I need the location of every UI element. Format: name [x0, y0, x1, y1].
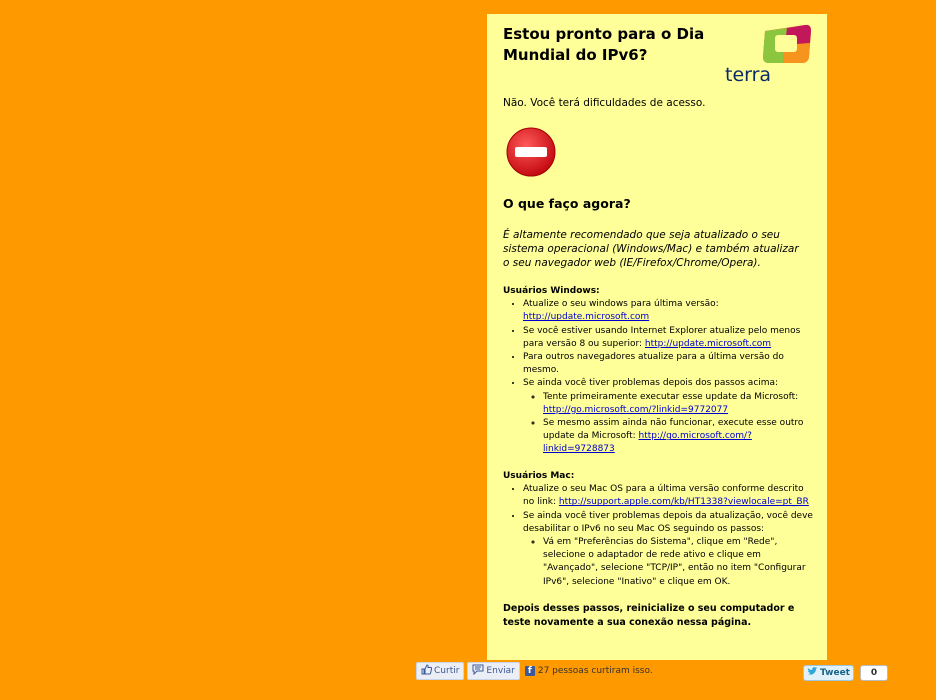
twitter-widget [803, 665, 888, 681]
list-item [523, 510, 815, 589]
item-text: Tente primeiramente executar esse update da Microsoft: [543, 391, 799, 402]
item-text: Se ainda você tiver problemas depois dos passos acima: [523, 378, 779, 389]
what-to-do-heading: O que faço agora? [503, 196, 631, 211]
list-item [543, 391, 815, 417]
list-item [523, 377, 815, 456]
like-count [525, 666, 653, 676]
recommendation-text: É altamente recomendado que seja atualizado o seu sistema operacional (Windows/Mac) e também atualizar o seu navegador web (IE/Firefox/Chrome/Opera). [503, 229, 799, 269]
thumbs-up-icon [421, 664, 432, 678]
windows-heading: Usuários Windows: [503, 286, 600, 296]
terra-logo[interactable] [724, 23, 814, 87]
page-title: Estou pronto para o Dia Mundial do IPv6? [503, 25, 705, 64]
mac-section [503, 470, 815, 589]
tweet-label: Tweet [820, 668, 850, 678]
no-entry-icon [505, 126, 557, 178]
facebook-like-bar [416, 660, 653, 682]
item-text: Atualize o seu windows para última versão: [523, 299, 719, 310]
list-item [523, 351, 815, 377]
status-message: Não. Você terá dificuldades de acesso. [503, 97, 706, 109]
like-label: Curtir [434, 666, 460, 676]
list-item [543, 417, 815, 457]
facebook-icon: f [525, 666, 535, 676]
like-count-text: 27 pessoas curtiram isso. [537, 666, 653, 676]
windows-sublist [523, 391, 815, 457]
list-item [523, 325, 815, 351]
item-text: Se você estiver usando Internet Explorer atualize pelo menos para versão 8 ou superior: [523, 325, 801, 349]
windows-section [503, 285, 815, 457]
speech-bubble-icon [472, 664, 484, 678]
list-item [523, 298, 815, 324]
mac-heading: Usuários Mac: [503, 471, 575, 481]
twitter-bird-icon [807, 667, 818, 679]
ipv6-check-panel [487, 14, 827, 660]
ie-update-link[interactable]: http://update.microsoft.com [644, 338, 772, 349]
windows-list [503, 298, 815, 456]
final-instructions: Depois desses passos, reinicialize o seu computador e teste novamente a sua conexão nessa página. [503, 603, 795, 628]
like-button[interactable] [416, 662, 464, 680]
send-label: Enviar [486, 666, 515, 676]
mac-sublist [523, 536, 815, 589]
item-text: Se mesmo assim ainda não funcionar, execute esse outro update da Microsoft: [543, 418, 804, 442]
item-text: Se ainda você tiver problemas depois da atualização, você deve desabilitar o IPv6 no seu Mac OS seguindo os passos: [523, 510, 813, 534]
list-item [543, 536, 815, 589]
tweet-button[interactable] [803, 665, 854, 681]
logo-wordmark: terra [725, 64, 772, 86]
item-text: Atualize o seu Mac OS para a última versão conforme descrito no link: [523, 484, 804, 508]
ms-fix-link-1[interactable]: http://go.microsoft.com/?linkid=9772077 [543, 404, 729, 415]
windows-update-link[interactable]: http://update.microsoft.com [523, 312, 650, 323]
item-text: Para outros navegadores atualize para a última versão do mesmo. [523, 352, 784, 376]
list-item [523, 483, 815, 509]
item-text: Vá em "Preferências do Sistema", clique em "Rede", selecione o adaptador de rede ativo e clique em "Avançado", selecione "TCP/IP", então no item "Configurar IPv6", selecione "Inativo" e clique em OK. [543, 537, 806, 587]
apple-support-link[interactable]: http://support.apple.com/kb/HT1338?viewlocale=pt_BR [558, 497, 809, 508]
send-button[interactable] [467, 662, 519, 680]
ms-fix-link-2[interactable]: http://go.microsoft.com/?linkid=9728873 [543, 431, 752, 455]
mac-list [503, 483, 815, 589]
tweet-count: 0 [860, 665, 888, 681]
